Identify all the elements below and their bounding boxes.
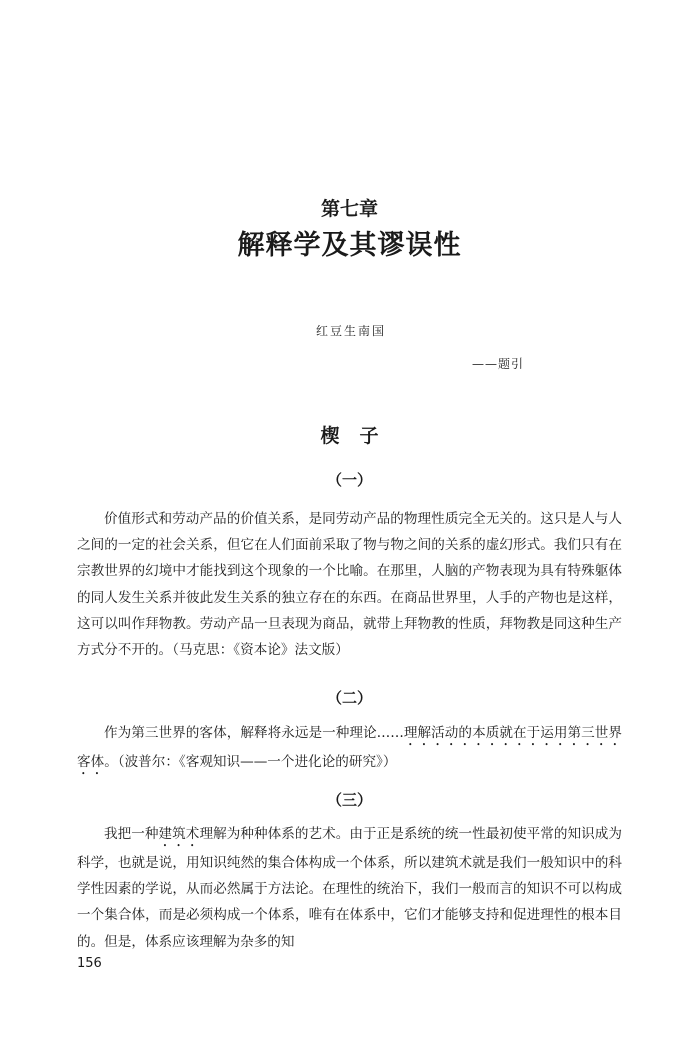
part2-text-after: 。（波普尔：《客观知识——一个进化论的研究》） <box>104 754 397 770</box>
chapter-number: 第七章 <box>320 198 378 220</box>
part2-heading: （二） <box>326 689 372 707</box>
part2-paragraph <box>77 720 622 778</box>
part3-paragraph <box>77 821 622 955</box>
part1-heading: （一） <box>326 471 372 489</box>
epigraph-text: 红豆生南国 <box>316 324 387 338</box>
part1-paragraph: 价值形式和劳动产品的价值关系，是同劳动产品的物理性质完全无关的。这只是人与人之间的一定的社会关系，但它在人们面前采取了物与物之间的关系的虚幻形式。我们只有在宗教世界的幻境中才能找到这个现象的一个比喻。在那里，人脑的产物表现为具有特殊躯体的同人发生关系并彼此发生关系的独立存在的东西。在商品世界里，人手的产物也是这样，这可以叫作拜物教。劳动产品一旦表现为商品，就带上拜物教的性质，拜物教是同这种生产方式分不开的。（马克思：《资本论》法文版） <box>77 511 622 659</box>
part3-emphasized-text: 建筑术 <box>158 826 200 842</box>
part2-emphasized-text: 理解活动的本质就在于运用第三世界客体 <box>77 725 622 770</box>
part3-text-before: 我把一种 <box>104 826 159 842</box>
part3-text-after: 理解为种种体系的艺术。由于正是系统的统一性最初使平常的知识成为科学，也就是说，用知识纯然的集合体构成一个体系，所以建筑术就是我们一般知识中的科学性因素的学说，从而必然属于方法论。在理性的统治下，我们一般而言的知识不可以构成一个集合体，而是必须构成一个体系，唯有在体系中，它们才能够支持和促进理性的根本目的。但是，体系应该理解为杂多的知 <box>77 826 623 950</box>
part3-heading: （三） <box>326 791 372 809</box>
epigraph-source: ——题引 <box>472 357 525 371</box>
part2-text-before: 作为第三世界的客体，解释将永远是一种理论…… <box>104 725 404 741</box>
chapter-title: 解释学及其谬误性 <box>237 230 462 261</box>
page-number: 156 <box>77 956 102 971</box>
section-title: 楔子 <box>320 425 399 447</box>
